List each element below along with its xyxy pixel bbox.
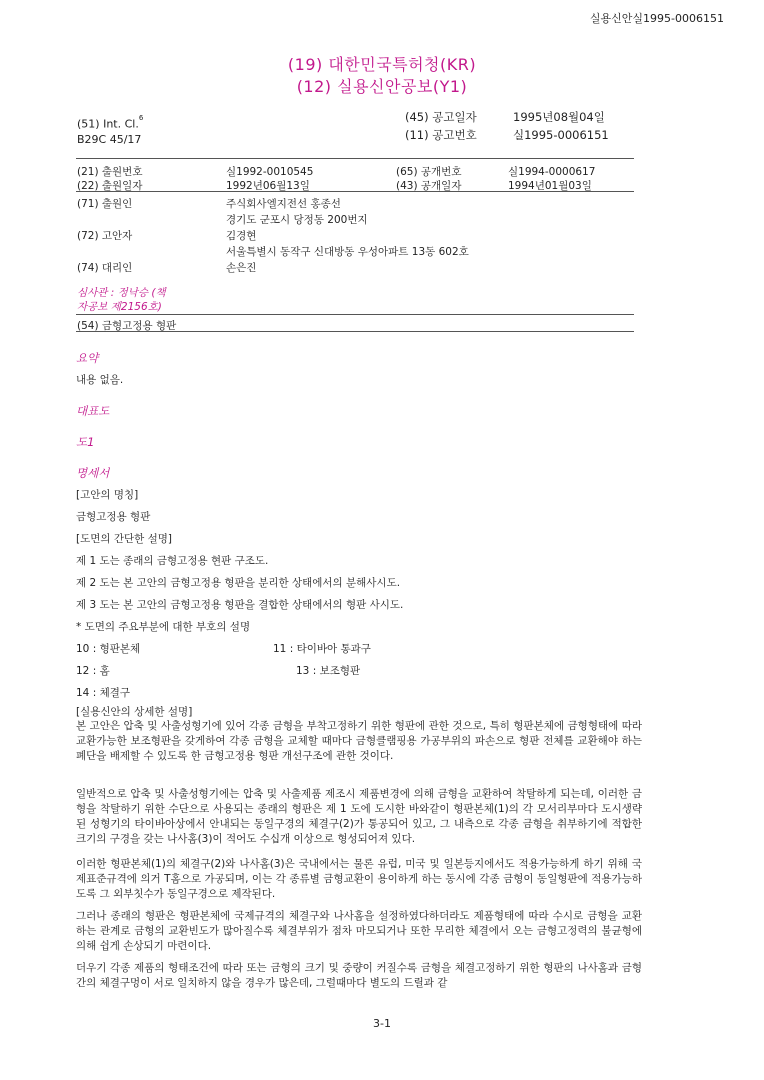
representative-figure-heading: 대표도 <box>76 404 110 418</box>
representative-figure-value: 도1 <box>76 435 95 449</box>
figure-1-description: 제 1 도는 종래의 금형고정용 현판 구조도. <box>76 555 269 567</box>
divider <box>76 314 634 315</box>
reference-numeral: 11 : 타이바아 통과구 <box>273 643 371 655</box>
drawing-description-heading: [도면의 간단한 설명] <box>76 533 173 545</box>
int-cl-label <box>77 114 144 131</box>
applicant-label: (71) 출원인 <box>77 198 133 210</box>
reference-numeral: 13 : 보조형판 <box>296 665 361 677</box>
int-cl-label-text: (51) Int. Cl. <box>77 117 139 131</box>
divider <box>76 158 634 159</box>
device-name-heading: [고안의 명칭] <box>76 489 139 501</box>
inventor-name: 김경현 <box>226 230 257 242</box>
figure-3-description: 제 3 도는 본 고안의 금형고정용 형판을 결합한 상태에서의 형판 사시도. <box>76 599 404 611</box>
specification-heading: 명세서 <box>76 466 110 480</box>
page-number: 3-1 <box>373 1017 391 1030</box>
int-cl-edition: 6 <box>138 114 144 122</box>
pub-no-value: 실1995-0006151 <box>513 128 609 142</box>
office-title: (19) 대한민국특허청(KR) <box>287 55 477 74</box>
reference-numeral: 10 : 형판본체 <box>76 643 141 655</box>
open-date-label: (43) 공개일자 <box>396 180 462 192</box>
applicant-name: 주식회사엘지전선 홍종선 <box>226 198 341 210</box>
examiner-line-1: 심사관 : 정낙승 (책 <box>77 287 166 299</box>
paragraph: 일반적으로 압축 및 사출성형기에는 압축 및 사출제품 제조시 제품변경에 의해 금형을 교환하여 착탈하게 되는데, 이러한 금형을 착탈하기 위한 수단으로 사용되는 종래의 형판은 제 1 도에 도시한 바와같이 형판본체(1)의 각 모서리부마다 도시생략된 성형기의 타이바아상에서 안내되는 동일구경의 체결구(2)가 통공되어 있고, 그 내측으로 각종 금형을 취부하기에 적합한 크기의 구경을 갖는 나사홈(3)이 적어도 수십개 이상으로 형성되어져 있다. <box>76 788 642 845</box>
app-no-label: (21) 출원번호 <box>77 166 143 178</box>
title-of-invention: (54) 금형고정용 형판 <box>77 320 177 332</box>
inventor-label: (72) 고안자 <box>77 230 133 242</box>
figure-2-description: 제 2 도는 본 고안의 금형고정용 형판을 분리한 상태에서의 분해사시도. <box>76 577 401 589</box>
paragraph: 그러나 종래의 형판은 형판본체에 국제규격의 체결구와 나사홈을 설정하였다하더라도 제품형태에 따라 수시로 금형을 교환하는 관계로 금형의 교환빈도가 많아질수록 체결부위가 점차 마모되거나 또한 무리한 체결에서 오는 금형고정력의 불균형에 의해 쉽게 손상되기 마련이다. <box>76 910 642 952</box>
publication-type-title: (12) 실용신안공보(Y1) <box>296 77 468 96</box>
device-name: 금형고정용 형판 <box>76 511 151 523</box>
document-number: 실용신안실1995-0006151 <box>589 12 724 25</box>
pub-date-label: (45) 공고일자 <box>405 110 477 124</box>
detailed-description-heading: [실용신안의 상세한 설명] <box>76 706 193 718</box>
reference-numeral: 14 : 체결구 <box>76 687 131 699</box>
divider <box>76 191 634 192</box>
open-no-value: 실1994-0000617 <box>508 166 596 178</box>
agent-label: (74) 대리인 <box>77 262 133 274</box>
applicant-address: 경기도 군포시 당정동 200번지 <box>226 214 368 226</box>
app-date-label: (22) 출원일자 <box>77 180 143 192</box>
examiner-line-2: 자공보 제2156호) <box>77 301 162 313</box>
pub-no-label: (11) 공고번호 <box>405 128 477 142</box>
paragraph: 이러한 형판본체(1)의 체결구(2)와 나사홈(3)은 국내에서는 물론 유럽, 미국 및 일본등지에서도 적용가능하게 하기 위해 국제표준규격에 의거 T홈으로 가공되며, 이는 각 종류별 금형교환이 용이하게 하는 동시에 각종 금형이 동일형판에 적용가능하도록 그 외부칫수가 동일구경으로 제작된다. <box>76 858 642 900</box>
agent-name: 손은진 <box>226 262 257 274</box>
summary-body: 내용 없음. <box>76 374 124 386</box>
inventor-address: 서울특별시 동작구 신대방동 우성아파트 13동 602호 <box>226 246 469 258</box>
app-date-value: 1992년06월13일 <box>226 180 310 192</box>
pub-date-value: 1995년08월04일 <box>513 110 605 124</box>
paragraph: 본 고안은 압축 및 사출성형기에 있어 각종 금형을 부착고정하기 위한 형판에 관한 것으로, 특히 형판본체에 금형형태에 따라 교환가능한 보조형판을 갖게하여 각종 금형을 교체할 때마다 금형클램핑용 가공부위의 파손으로 형판 전체를 교환해야 하는 폐단을 배제할 수 있도록 한 금형고정용 형판 개선구조에 관한 것이다. <box>76 720 642 762</box>
reference-numerals-heading: * 도면의 주요부분에 대한 부호의 설명 <box>76 621 251 633</box>
paragraph: 더우기 각종 제품의 형태조건에 따라 또는 금형의 크기 및 중량이 커질수록 금형을 체결고정하기 위한 형판의 나사홈과 금형간의 체결구멍이 서로 일치하지 않을 경우가 많은데, 그럴때마다 별도의 드릴과 같 <box>76 962 642 989</box>
open-date-value: 1994년01월03일 <box>508 180 592 192</box>
reference-numeral: 12 : 홈 <box>76 665 110 677</box>
int-cl-value: B29C 45/17 <box>77 133 142 146</box>
app-no-value: 실1992-0010545 <box>226 166 314 178</box>
summary-heading: 요약 <box>76 351 99 365</box>
divider <box>76 331 634 332</box>
open-no-label: (65) 공개번호 <box>396 166 462 178</box>
